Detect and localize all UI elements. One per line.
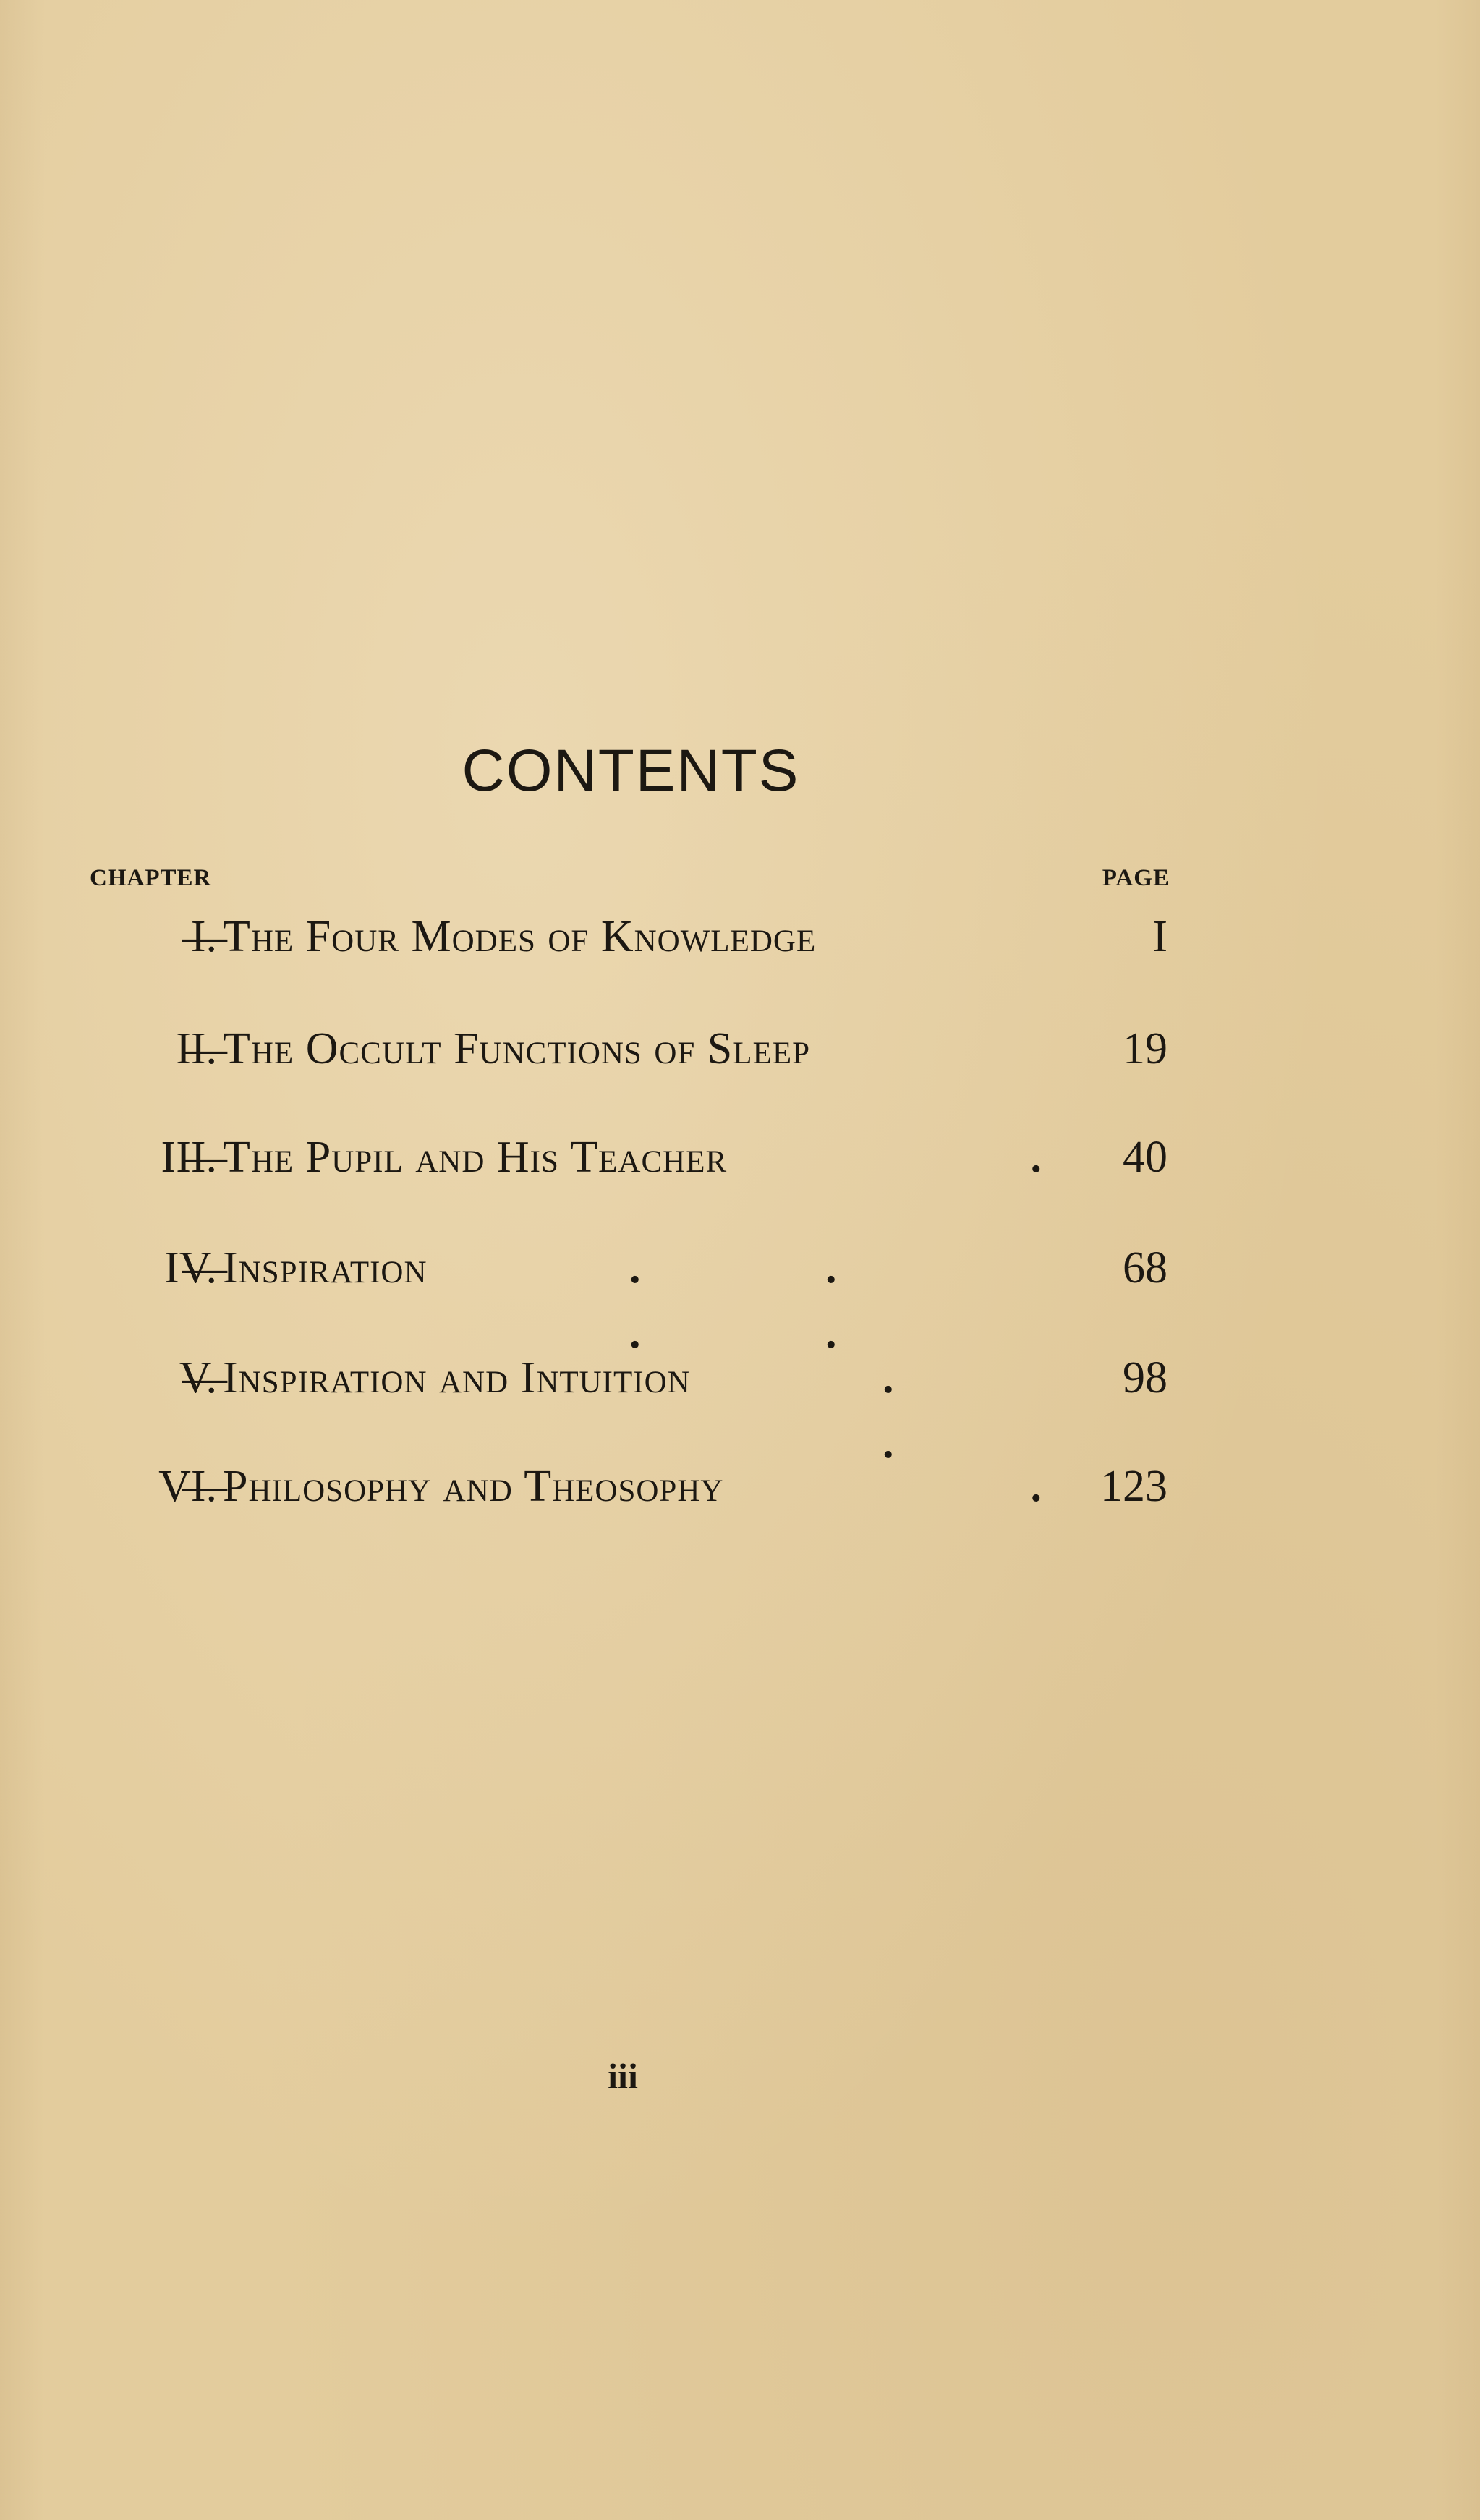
em-dash — [182, 904, 227, 969]
em-dash — [182, 1345, 227, 1410]
em-dash — [182, 1016, 227, 1081]
page-number: 123 — [1100, 1462, 1168, 1511]
leader-dots: . — [1030, 1462, 1042, 1511]
leader-dots: . — [1030, 1133, 1042, 1182]
page-title: CONTENTS — [462, 738, 800, 804]
em-dash — [182, 1235, 227, 1301]
leader-dots: . . . . — [629, 1243, 924, 1358]
chapter-column-heading: CHAPTER — [90, 865, 212, 891]
em-dash — [182, 1454, 227, 1519]
page-number: 19 — [1123, 1024, 1168, 1073]
chapter-numeral: V. — [179, 1353, 217, 1402]
page-folio: iii — [608, 2056, 638, 2096]
chapter-title: The Occult Functions of Sleep — [223, 1024, 811, 1073]
page-number: 40 — [1123, 1133, 1168, 1182]
page-column-heading: PAGE — [1102, 865, 1170, 891]
chapter-numeral: III. — [161, 1133, 217, 1182]
toc-entry — [0, 1125, 1480, 1190]
toc-entry — [0, 1016, 1480, 1081]
toc-entry — [0, 904, 1480, 969]
chapter-title: Inspiration — [223, 1243, 428, 1293]
chapter-numeral: VI. — [158, 1462, 217, 1511]
chapter-numeral: I. — [190, 912, 217, 961]
chapter-title: Philosophy and Theosophy — [223, 1462, 724, 1511]
toc-entry — [0, 1345, 1480, 1468]
chapter-numeral: II. — [176, 1024, 217, 1073]
chapter-title: The Pupil and His Teacher — [223, 1133, 728, 1182]
page-number: 68 — [1123, 1243, 1168, 1293]
leader-dots: . . — [883, 1353, 995, 1468]
chapter-numeral: IV. — [164, 1243, 217, 1293]
chapter-title: The Four Modes of Knowledge — [223, 912, 817, 961]
chapter-title: Inspiration and Intuition — [223, 1353, 691, 1402]
page-number: I — [1152, 912, 1168, 961]
em-dash — [182, 1125, 227, 1190]
toc-entry — [0, 1235, 1480, 1358]
toc-entry — [0, 1454, 1480, 1519]
page-number: 98 — [1123, 1353, 1168, 1402]
